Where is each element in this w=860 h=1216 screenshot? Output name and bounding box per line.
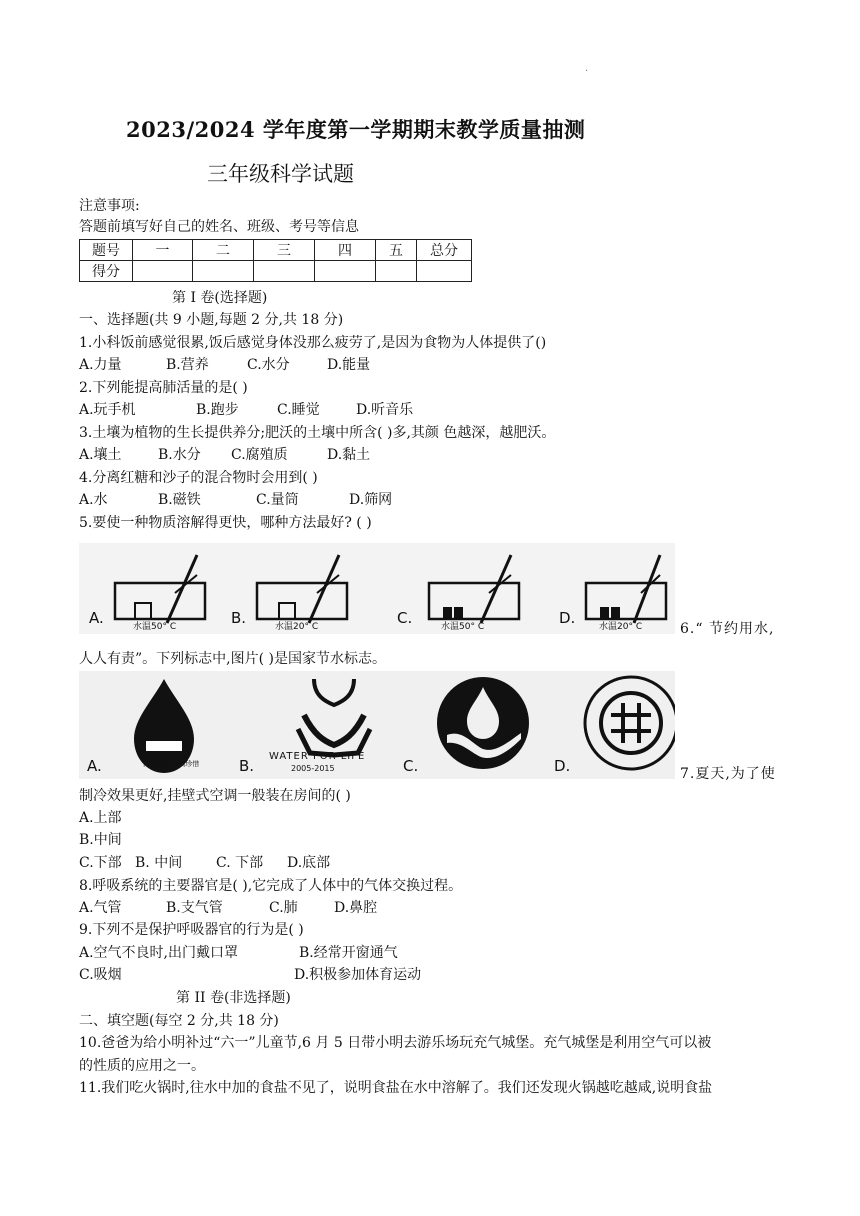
option: D.筛网	[349, 492, 393, 508]
option: C.吸烟	[79, 967, 122, 983]
option: C.量筒	[256, 492, 299, 508]
option: B.支气管	[166, 900, 223, 916]
option: A.水	[79, 492, 108, 508]
option: D.听音乐	[356, 402, 414, 418]
score-cell[interactable]	[133, 261, 193, 282]
score-cell: 四	[315, 240, 376, 261]
figure-letter: D.	[559, 609, 576, 627]
option: D.底部	[287, 855, 331, 871]
option: A.气管	[79, 900, 122, 916]
score-cell[interactable]	[315, 261, 376, 282]
score-cell: 得分	[80, 261, 133, 282]
option: B.中间	[79, 832, 122, 848]
page-dot: ·	[585, 66, 589, 77]
figure-letter: C.	[397, 609, 413, 627]
option: C.下部	[79, 855, 122, 871]
part2-title: 第 II 卷(非选择题)	[176, 990, 291, 1006]
page-title: 2023/2024 学年度第一学期期末教学质量抽测	[126, 117, 586, 142]
figure-caption: 水温20° C	[599, 622, 643, 632]
option: D.积极参加体育运动	[294, 967, 422, 983]
question-4: 4.分离红糖和沙子的混合物时会用到( )	[79, 470, 318, 486]
option: D.黏土	[327, 447, 371, 463]
question-5: 5.要使一种物质溶解得更快，哪种方法最好? ( )	[79, 515, 372, 531]
option: C.腐殖质	[231, 447, 288, 463]
option: C. 下部	[216, 855, 264, 871]
beaker-d-icon	[586, 555, 666, 623]
option: B.磁铁	[158, 492, 201, 508]
figure-caption: 水温20° C	[275, 622, 319, 632]
question-10: 10.爸爸为给小明补过“六一”儿童节,6 月 5 日带小明去游乐场玩充气城堡。充气城堡是利用空气可以被	[79, 1035, 712, 1051]
option: A.玩手机	[79, 402, 136, 418]
figure-letter: A.	[87, 757, 102, 775]
figure-letter: B.	[231, 609, 247, 627]
option: B.经常开窗通气	[299, 945, 398, 961]
figure-letter: D.	[554, 757, 571, 775]
question-6: 人人有责”。下列标志中,图片( )是国家节水标志。	[79, 651, 386, 667]
score-cell: 五	[376, 240, 417, 261]
option: B.水分	[158, 447, 201, 463]
score-cell: 二	[193, 240, 254, 261]
option: A.壤土	[79, 447, 122, 463]
beaker-a-icon	[115, 555, 205, 623]
option: A.力量	[79, 357, 122, 373]
question-11: 11.我们吃火锅时,往水中加的食盐不见了，说明食盐在水中溶解了。我们还发现火锅越吃越咸,说明食盐	[79, 1080, 713, 1096]
question-3: 3.土壤为植物的生长提供养分;肥沃的土壤中所含( )多,其颜 色越深，越肥沃。	[79, 425, 556, 441]
figure-letter: C.	[403, 757, 419, 775]
figure-letter: A.	[89, 609, 104, 627]
part1-title: 第 I 卷(选择题)	[172, 290, 268, 306]
score-cell[interactable]	[376, 261, 417, 282]
figure-caption: 节约用水 滴滴珍惜	[141, 760, 200, 768]
figure-caption: 水温50° C	[133, 622, 177, 632]
score-cell[interactable]	[193, 261, 254, 282]
option: D.能量	[327, 357, 371, 373]
option: A.上部	[79, 810, 122, 826]
question-8: 8.呼吸系统的主要器官是( ),它完成了人体中的气体交换过程。	[79, 878, 463, 894]
section1-heading: 一、选择题(共 9 小题,每题 2 分,共 18 分)	[79, 312, 344, 328]
option: B.营养	[166, 357, 209, 373]
question-10-cont: 的性质的应用之一。	[79, 1058, 205, 1074]
question-7-start: 7.夏天,为了使	[680, 766, 776, 782]
question-1: 1.小科饭前感觉很累,饭后感觉身体没那么疲劳了,是因为食物为人体提供了()	[79, 335, 547, 351]
score-cell[interactable]	[254, 261, 315, 282]
score-table-header-row	[80, 240, 472, 261]
figure-letter: B.	[239, 757, 255, 775]
beaker-c-icon	[429, 555, 519, 623]
water-logo-strip	[79, 671, 675, 779]
figure-caption: 水温50° C	[441, 622, 485, 632]
score-cell: 一	[133, 240, 193, 261]
option: D.鼻腔	[334, 900, 378, 916]
dissolving-figure-strip	[79, 543, 675, 634]
national-water-saving-logo-icon	[437, 677, 529, 769]
option: C.睡觉	[277, 402, 320, 418]
score-table	[79, 239, 472, 282]
option: B. 中间	[135, 855, 183, 871]
score-cell: 三	[254, 240, 315, 261]
figure-caption: WATER FOR LIFE	[269, 751, 366, 762]
score-cell: 总分	[417, 240, 472, 261]
question-2: 2.下列能提高肺活量的是( )	[79, 380, 248, 396]
question-7: 制冷效果更好,挂壁式空调一般装在房间的( )	[79, 788, 351, 804]
question-9: 9.下列不是保护呼吸器官的行为是( )	[79, 922, 304, 938]
score-cell[interactable]	[417, 261, 472, 282]
option: A.空气不良时,出门戴口罩	[79, 945, 239, 961]
notice-heading: 注意事项:	[79, 198, 140, 214]
page-subtitle: 三年级科学试题	[207, 162, 354, 186]
figure-caption: 2005-2015	[291, 764, 335, 773]
option: C.水分	[247, 357, 290, 373]
question-6-start: 6.“ 节约用水,	[680, 621, 775, 637]
section2-heading: 二、填空题(每空 2 分,共 18 分)	[79, 1013, 279, 1029]
score-table-score-row	[80, 261, 472, 282]
water-conservation-certification-icon	[585, 677, 675, 769]
water-for-life-icon	[298, 679, 370, 755]
beaker-b-icon	[257, 555, 347, 623]
option: B.跑步	[196, 402, 239, 418]
notice-text: 答题前填写好自己的姓名、班级、考号等信息	[79, 219, 359, 235]
score-cell: 题号	[80, 240, 133, 261]
option: C.肺	[269, 900, 298, 916]
